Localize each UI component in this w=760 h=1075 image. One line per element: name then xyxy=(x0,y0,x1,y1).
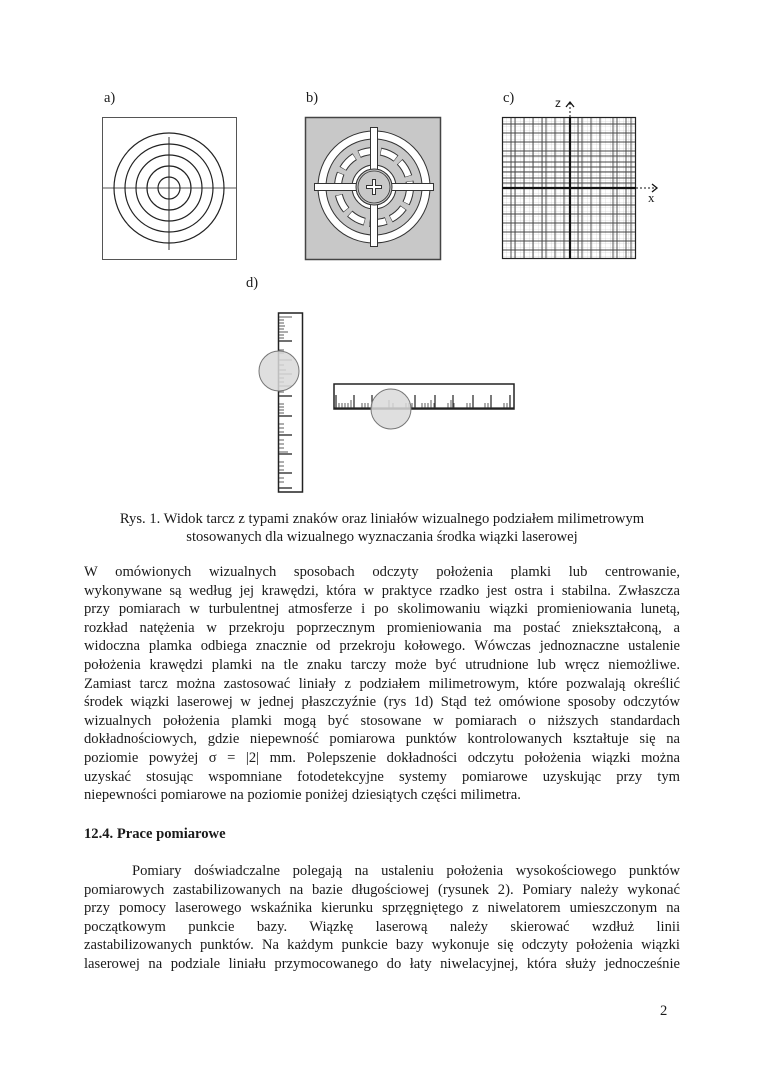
section-heading: 12.4. Prace pomiarowe xyxy=(84,826,226,842)
body-paragraph-2 xyxy=(84,862,680,974)
text-line: uzyskać stosując wspomniane fotodetekcyjne systemy pomiarowe uzyskując przy tym xyxy=(84,768,680,785)
text-line: Pomiary doświadczalne polegają na ustaleniu położenia wysokościowego punktów xyxy=(132,863,680,879)
panel-label-c: c) xyxy=(503,90,515,106)
grid-target-figure xyxy=(502,100,662,262)
text-line: środek wiązki laserowej w jednej płaszczyźnie (rys 1d) Stąd też omówione sposoby odczytów xyxy=(84,694,680,711)
text-line: przy pomocy laserowego wskaźnika kierunku sprzęgniętego z niwelatorem umieszczonym na xyxy=(84,900,680,917)
text-line: niepewności pomiarowe na poziomie poniżej dziesiątych części milimetra. xyxy=(84,787,521,804)
figure-caption xyxy=(84,510,680,546)
text-line: zastabilizowanych punktów. Na każdym punkcie bazy wykonuje się odczyty położenia wiązki xyxy=(84,937,680,954)
text-line: pomiarowych zastabilizowanych na bazie długościowej (rysunek 2). Pomiary należy wykonać xyxy=(84,881,680,898)
text-line: położenia krawędzi plamki na tle znaku tarczy może być utrudnione lub wręcz niemożliwe. xyxy=(84,656,680,673)
z-axis-label: z xyxy=(555,96,561,110)
vertical-ruler-figure xyxy=(258,312,308,494)
text-line: widoczna plamka odbiega znacznie od przekroju kołowego. Wówczas jednoznaczne ustalenie xyxy=(84,638,680,655)
text-line: wizualnych położenia plamki mogą być stosowane w pomiarach o niższych standardach xyxy=(84,712,680,729)
text-line: dokładnościowych, gdzie niepewność pomiarowa punktów kontrolowanych kształtuje się na xyxy=(84,731,680,748)
panel-label-a: a) xyxy=(104,90,116,106)
body-paragraph-1 xyxy=(84,563,680,805)
panel-label-b: b) xyxy=(306,90,319,106)
text-line: początkowym punkcie bazy. Wiązkę laserową należy skierować wzdłuż linii xyxy=(84,918,680,935)
panel-label-d: d) xyxy=(246,275,259,291)
concentric-target-figure xyxy=(102,117,237,260)
text-line: wykonywane są według jej krawędzi, która w praktyce rzadko jest ostra i stabilna. Zwłaszcza xyxy=(84,582,680,599)
caption-line: Rys. 1. Widok tarcz z typami znaków oraz liniałów wizualnego podziałem milimetrowym xyxy=(119,511,645,527)
page-number: 2 xyxy=(660,1003,668,1019)
text-line: rozkład natężenia w przekroju poprzecznym promieniowania ma postać zniekształconą, a xyxy=(84,619,680,636)
caption-line: stosowanych dla wizualnego wyznaczania środka wiązki laserowej xyxy=(186,529,578,545)
text-line: Zamiast tarcz można zastosować liniały z podziałem milimetrowym, które pozwalają określić xyxy=(84,675,680,692)
text-line: poziomie powyżej σ = |2| mm. Polepszenie dokładności odczytu położenia wiązki można xyxy=(84,749,680,766)
text-line: W omówionych wizualnych sposobach odczyty położenia plamki lub centrowanie, xyxy=(84,564,680,580)
x-axis-label: x xyxy=(648,190,655,205)
text-line: laserowej na podziale liniału przymocowanego do łaty niwelacyjnej, która służy jednocześnie xyxy=(84,955,680,972)
segmented-target-figure xyxy=(305,117,441,260)
text-line: przy pomiarach w turbulentnej atmosferze i po skolimowaniu wiązki promieniowania lunetą, xyxy=(84,601,680,618)
horizontal-ruler-figure xyxy=(333,383,517,431)
